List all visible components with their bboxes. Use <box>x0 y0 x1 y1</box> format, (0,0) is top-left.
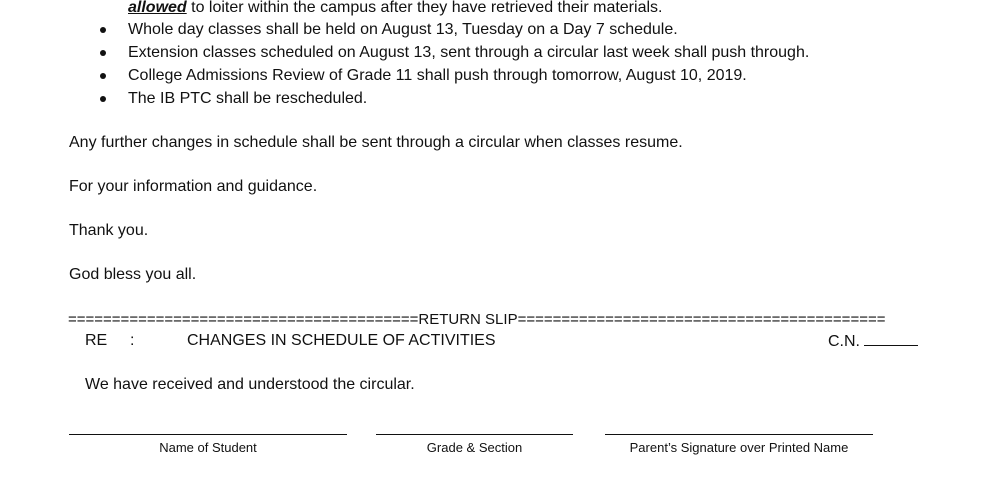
continuation-text: to loiter within the campus after they have retrieved their materials. <box>186 0 663 16</box>
re-label: RE <box>85 332 108 349</box>
further-changes-paragraph: Any further changes in schedule shall be sent through a circular when classes resume. <box>69 134 683 151</box>
student-name-label: Name of Student <box>159 440 257 455</box>
bullet-icon <box>100 27 106 33</box>
cn-label: C.N. <box>828 333 860 350</box>
student-name-line[interactable] <box>69 434 347 435</box>
cn-field <box>828 331 918 352</box>
re-subject: CHANGES IN SCHEDULE OF ACTIVITIES <box>187 332 496 349</box>
re-colon: : <box>130 332 135 349</box>
bullet-icon <box>100 50 106 56</box>
return-slip-separator: ========================================RETURN SLIP========================================== <box>68 311 886 328</box>
thanks-paragraph: Thank you. <box>69 222 149 239</box>
grade-section-label: Grade & Section <box>426 440 523 455</box>
blessing-paragraph: God bless you all. <box>69 266 197 283</box>
bullet-icon <box>100 73 106 79</box>
list-item-text: The IB PTC shall be rescheduled. <box>128 90 368 107</box>
info-paragraph: For your information and guidance. <box>69 178 318 195</box>
parent-signature-line[interactable] <box>605 434 873 435</box>
grade-section-line[interactable] <box>376 434 573 435</box>
emphasis-text: allowed <box>128 0 187 16</box>
parent-signature-label: Parent’s Signature over Printed Name <box>629 440 849 455</box>
bullet-icon <box>100 96 106 102</box>
list-item-text: Extension classes scheduled on August 13, sent through a circular last week shall push through. <box>128 44 810 61</box>
list-item-text: Whole day classes shall be held on August 13, Tuesday on a Day 7 schedule. <box>128 21 678 38</box>
acknowledgement-text: We have received and understood the circular. <box>85 376 415 393</box>
list-item-text: College Admissions Review of Grade 11 shall push through tomorrow, August 10, 2019. <box>128 67 747 84</box>
cn-blank-line[interactable] <box>864 331 918 346</box>
bullet-continuation <box>128 0 662 18</box>
